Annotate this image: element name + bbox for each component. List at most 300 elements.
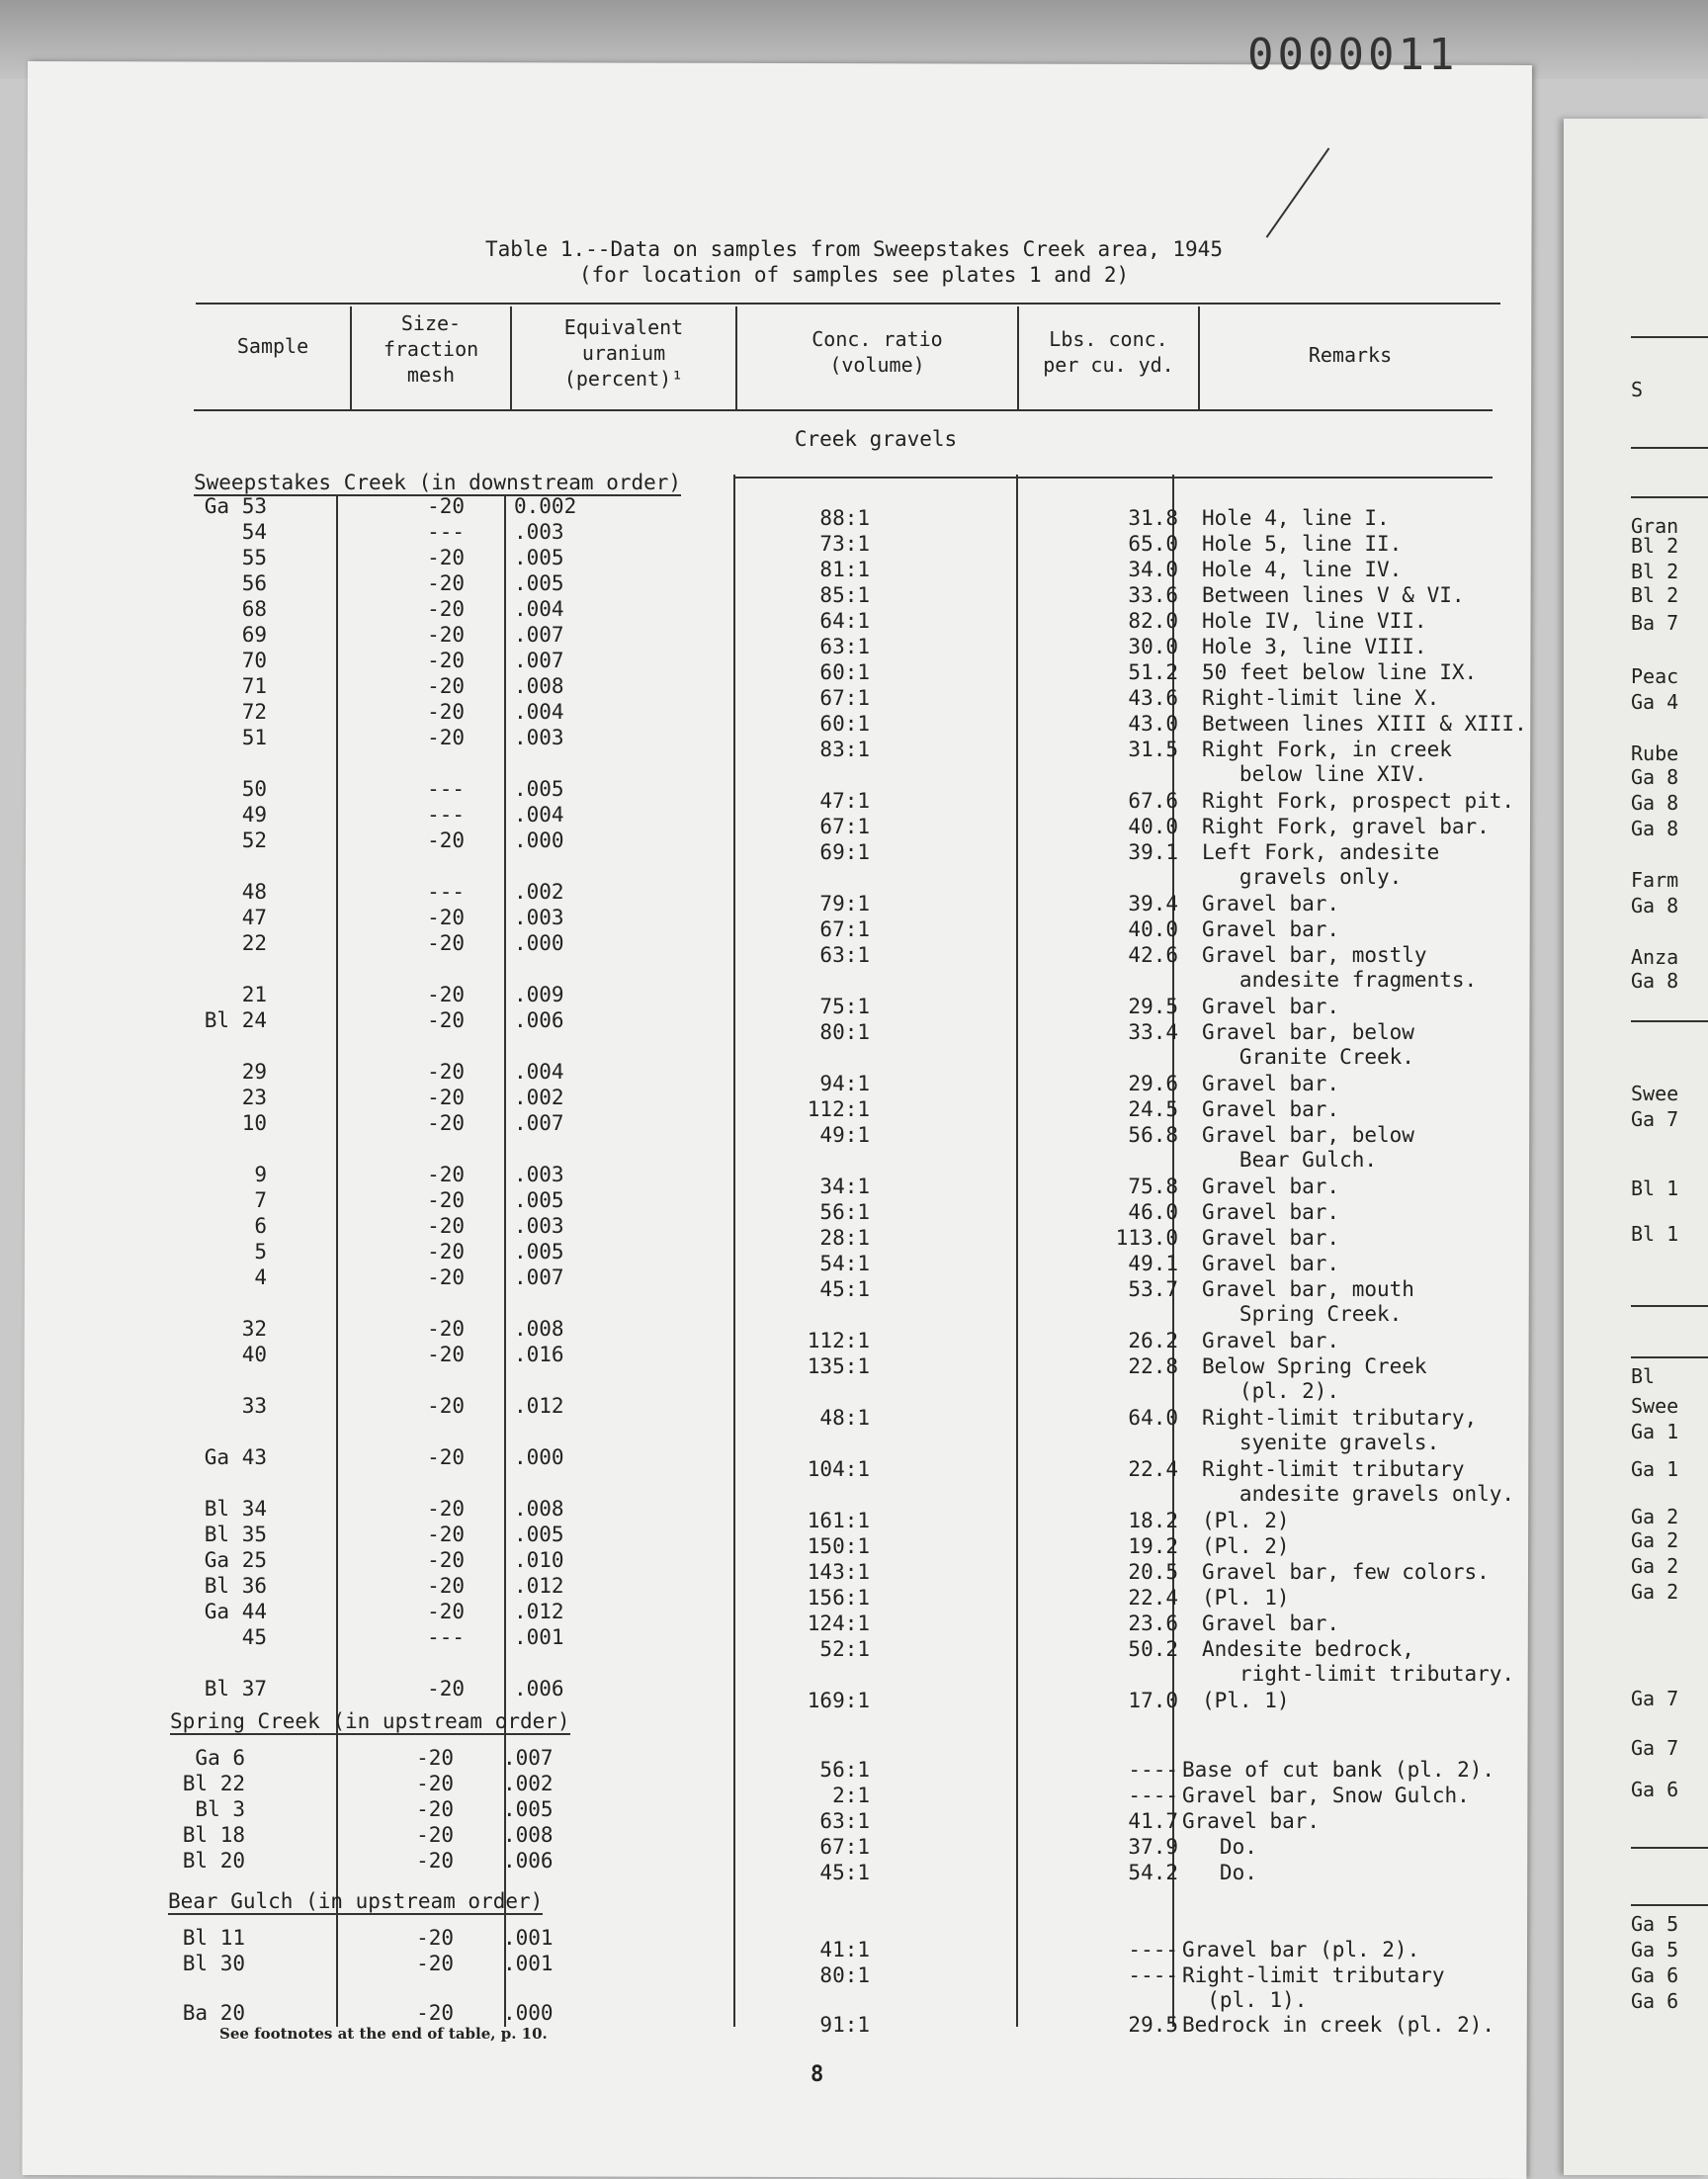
cell-conc-ratio: 2:1	[832, 1784, 870, 1807]
cell-lbs-conc: 33.6	[1128, 583, 1178, 607]
cell-remarks: Left Fork, andesite gravels only.	[1202, 840, 1440, 889]
section-heading-spring	[170, 1709, 570, 1733]
cell-remarks: Bedrock in creek (pl. 2).	[1182, 2013, 1495, 2037]
cell-sample: Ga 53	[204, 494, 267, 518]
adjacent-page-fragment: Bl 2	[1631, 560, 1679, 583]
cell-mesh: -20	[427, 1188, 465, 1212]
cell-sample: 51	[241, 726, 267, 749]
cell-mesh: -20	[416, 1797, 454, 1821]
cell-conc-ratio: 81:1	[819, 558, 870, 581]
cell-mesh: -20	[427, 1548, 465, 1572]
cell-conc-ratio: 28:1	[819, 1226, 870, 1250]
document-number: 0000011	[1247, 30, 1459, 80]
cell-sample: 56	[241, 571, 267, 595]
col-header-conc	[737, 326, 1017, 378]
cell-conc-ratio: 63:1	[819, 635, 870, 658]
cell-uranium: .012	[514, 1574, 564, 1598]
cell-conc-ratio: 45:1	[819, 1277, 870, 1301]
cell-mesh: -20	[427, 1394, 465, 1418]
cell-mesh: -20	[427, 623, 465, 647]
cell-lbs-conc: 56.8	[1128, 1123, 1178, 1147]
cell-mesh: -20	[416, 1823, 454, 1847]
cell-conc-ratio: 104:1	[807, 1457, 870, 1481]
cell-mesh: ---	[427, 880, 465, 904]
cell-remarks: Do.	[1182, 1861, 1257, 1884]
cell-remarks: Right-limit tributary andesite gravels only.	[1202, 1457, 1515, 1506]
col-header-uranium-l3: (percent)¹	[563, 367, 684, 391]
cell-remarks: Right Fork, gravel bar.	[1202, 815, 1490, 838]
cell-mesh: ---	[427, 520, 465, 544]
cell-uranium: .005	[514, 777, 564, 801]
adjacent-page-rule	[1631, 1356, 1708, 1358]
cell-sample: Bl 34	[204, 1497, 267, 1521]
adjacent-page-fragment: Bl 1	[1631, 1177, 1679, 1200]
cell-uranium: .008	[503, 1823, 554, 1847]
adjacent-page-fragment: Bl 2	[1631, 534, 1679, 558]
cell-conc-ratio: 60:1	[819, 712, 870, 736]
cell-sample: 68	[241, 597, 267, 621]
cell-sample: 33	[241, 1394, 267, 1418]
cell-sample: 10	[241, 1111, 267, 1135]
cell-remarks: Gravel bar.	[1202, 917, 1340, 941]
cell-mesh: -20	[427, 1265, 465, 1289]
cell-mesh: -20	[427, 546, 465, 569]
cell-mesh: -20	[427, 1445, 465, 1469]
cell-mesh: -20	[416, 1926, 454, 1950]
adjacent-page-fragment: Ga 8	[1631, 894, 1679, 917]
adjacent-page-rule	[1631, 1020, 1708, 1022]
cell-conc-ratio: 54:1	[819, 1252, 870, 1275]
cell-remarks: (Pl. 2)	[1202, 1509, 1290, 1532]
cell-lbs-conc: 19.2	[1128, 1534, 1178, 1558]
cell-remarks: Gravel bar.	[1202, 1252, 1340, 1275]
col-header-uranium-l2: uranium	[581, 341, 666, 365]
cell-conc-ratio: 41:1	[819, 1938, 870, 1961]
cell-uranium: 0.002	[514, 494, 577, 518]
cell-remarks: Below Spring Creek (pl. 2).	[1202, 1354, 1427, 1403]
section-heading-sweepstakes	[194, 471, 681, 494]
cell-uranium: .003	[514, 726, 564, 749]
cell-mesh: -20	[427, 1317, 465, 1341]
cell-sample: Ga 44	[204, 1600, 267, 1623]
cell-conc-ratio: 60:1	[819, 660, 870, 684]
cell-lbs-conc: 29.5	[1128, 995, 1178, 1018]
cell-remarks: Right Fork, in creek below line XIV.	[1202, 738, 1452, 786]
cell-conc-ratio: 63:1	[819, 943, 870, 967]
cell-lbs-conc: 29.5	[1128, 2013, 1178, 2037]
cell-remarks: 50 feet below line IX.	[1202, 660, 1478, 684]
adjacent-page-rule	[1631, 496, 1708, 498]
cell-remarks: (Pl. 1)	[1202, 1689, 1290, 1712]
cell-sample: 47	[241, 906, 267, 929]
cell-sample: 70	[241, 649, 267, 672]
cell-sample: Bl 35	[204, 1523, 267, 1546]
cell-lbs-conc: 24.5	[1128, 1097, 1178, 1121]
cell-mesh: -20	[427, 828, 465, 852]
cell-mesh: -20	[427, 983, 465, 1006]
cell-uranium: .004	[514, 597, 564, 621]
cell-uranium: .000	[514, 1445, 564, 1469]
cell-conc-ratio: 56:1	[819, 1758, 870, 1782]
adjacent-page-fragment: Farm	[1631, 868, 1679, 892]
cell-uranium: .000	[514, 828, 564, 852]
cell-remarks: Base of cut bank (pl. 2).	[1182, 1758, 1495, 1782]
cell-lbs-conc: 82.0	[1128, 609, 1178, 633]
cell-sample: 71	[241, 674, 267, 698]
col-header-sample: Sample	[236, 334, 309, 358]
cell-sample: Ga 6	[195, 1746, 245, 1770]
cell-sample: Bl 11	[182, 1926, 245, 1950]
adjacent-page-fragment: Ga 1	[1631, 1420, 1679, 1443]
cell-sample: 9	[254, 1163, 267, 1186]
body-col-line	[733, 475, 735, 2027]
cell-conc-ratio: 47:1	[819, 789, 870, 813]
adjacent-page-fragment: Ga 8	[1631, 765, 1679, 789]
cell-conc-ratio: 73:1	[819, 532, 870, 556]
adjacent-page-fragment: Bl	[1631, 1364, 1656, 1388]
cell-uranium: .003	[514, 1214, 564, 1238]
col-header-size-l3: mesh	[406, 363, 456, 387]
cell-sample: Bl 22	[182, 1772, 245, 1795]
cell-sample: 55	[241, 546, 267, 569]
cell-mesh: ---	[427, 803, 465, 827]
cell-uranium: .005	[514, 571, 564, 595]
cell-conc-ratio: 150:1	[807, 1534, 870, 1558]
adjacent-page-fragment: Rube	[1631, 741, 1679, 765]
adjacent-page-fragment: Bl 1	[1631, 1222, 1679, 1246]
cell-conc-ratio: 63:1	[819, 1809, 870, 1833]
cell-sample: 48	[241, 880, 267, 904]
cell-uranium: .005	[514, 1523, 564, 1546]
cell-conc-ratio: 169:1	[807, 1689, 870, 1712]
cell-uranium: .004	[514, 700, 564, 724]
footnote: See footnotes at the end of table, p. 10.	[219, 2025, 548, 2043]
cell-uranium: .003	[514, 1163, 564, 1186]
cell-lbs-conc: 40.0	[1128, 917, 1178, 941]
cell-mesh: -20	[427, 1574, 465, 1598]
cell-mesh: -20	[427, 1677, 465, 1700]
cell-sample: Ga 43	[204, 1445, 267, 1469]
adjacent-page-edge	[1564, 119, 1708, 2175]
cell-conc-ratio: 83:1	[819, 738, 870, 761]
cell-uranium: .012	[514, 1394, 564, 1418]
cell-sample: 54	[241, 520, 267, 544]
adjacent-page-fragment: S	[1631, 378, 1644, 401]
header-top-rule	[196, 303, 1500, 305]
cell-uranium: .007	[514, 1111, 564, 1135]
cell-lbs-conc: ----	[1128, 1758, 1178, 1782]
adjacent-page-fragment: Peac	[1631, 664, 1679, 688]
cell-lbs-conc: 18.2	[1128, 1509, 1178, 1532]
cell-lbs-conc: 41.7	[1128, 1809, 1178, 1833]
cell-remarks: Gravel bar, below Bear Gulch.	[1202, 1123, 1414, 1172]
cell-sample: Bl 20	[182, 1849, 245, 1873]
cell-lbs-conc: 30.0	[1128, 635, 1178, 658]
cell-remarks: Right-limit line X.	[1202, 686, 1440, 710]
adjacent-page-fragment: Ga 6	[1631, 1778, 1679, 1801]
cell-uranium: .008	[514, 1497, 564, 1521]
cell-remarks: Right-limit tributary (pl. 1).	[1182, 1963, 1445, 2012]
cell-remarks: (Pl. 1)	[1202, 1586, 1290, 1610]
adjacent-page-rule	[1631, 1305, 1708, 1307]
cell-mesh: -20	[427, 649, 465, 672]
cell-lbs-conc: 22.4	[1128, 1586, 1178, 1610]
adjacent-page-fragment: Swee	[1631, 1082, 1679, 1105]
header-bottom-rule	[194, 409, 1493, 411]
cell-uranium: .007	[514, 1265, 564, 1289]
col-header-uranium	[512, 314, 735, 392]
cell-uranium: .007	[514, 649, 564, 672]
cell-remarks: Gravel bar, mouth Spring Creek.	[1202, 1277, 1414, 1326]
adjacent-page-fragment: Ga 8	[1631, 791, 1679, 815]
cell-conc-ratio: 161:1	[807, 1509, 870, 1532]
section-heading-bear	[168, 1889, 543, 1913]
col-header-size-l2: fraction	[383, 337, 479, 361]
subheading-rule	[733, 477, 1493, 479]
adjacent-page-fragment: Ga 8	[1631, 817, 1679, 840]
section-heading-bear-text: Bear Gulch (in upstream order)	[168, 1889, 544, 1913]
cell-sample: 22	[241, 931, 267, 955]
cell-lbs-conc: ----	[1128, 1784, 1178, 1807]
cell-remarks: Gravel bar.	[1202, 995, 1340, 1018]
cell-mesh: -20	[427, 931, 465, 955]
col-header-lbs-l2: per cu. yd.	[1043, 353, 1174, 377]
cell-remarks: Between lines V & VI.	[1202, 583, 1465, 607]
cell-mesh: -20	[416, 1772, 454, 1795]
cell-remarks: Right Fork, prospect pit.	[1202, 789, 1515, 813]
cell-mesh: -20	[416, 1849, 454, 1873]
adjacent-page-fragment: Ga 7	[1631, 1687, 1679, 1710]
cell-uranium: .004	[514, 803, 564, 827]
table-title-line2: (for location of samples see plates 1 and 2)	[578, 263, 1130, 287]
adjacent-page-fragment: Bl 2	[1631, 583, 1679, 607]
cell-sample: 50	[241, 777, 267, 801]
adjacent-page-rule	[1631, 336, 1708, 338]
cell-lbs-conc: 20.5	[1128, 1560, 1178, 1584]
cell-mesh: -20	[416, 1746, 454, 1770]
cell-mesh: -20	[427, 1600, 465, 1623]
cell-mesh: -20	[427, 1008, 465, 1032]
cell-remarks: Gravel bar.	[1202, 1072, 1340, 1095]
cell-remarks: (Pl. 2)	[1202, 1534, 1290, 1558]
adjacent-page-rule	[1631, 447, 1708, 449]
cell-conc-ratio: 135:1	[807, 1354, 870, 1378]
cell-uranium: .001	[503, 1952, 554, 1975]
cell-lbs-conc: 22.8	[1128, 1354, 1178, 1378]
cell-mesh: -20	[416, 2001, 454, 2025]
cell-conc-ratio: 67:1	[819, 1835, 870, 1859]
cell-mesh: -20	[427, 597, 465, 621]
cell-lbs-conc: 53.7	[1128, 1277, 1178, 1301]
body-col-line	[1016, 475, 1018, 2027]
cell-conc-ratio: 67:1	[819, 686, 870, 710]
cell-uranium: .006	[514, 1677, 564, 1700]
cell-sample: Bl 3	[195, 1797, 245, 1821]
cell-uranium: .002	[514, 880, 564, 904]
cell-conc-ratio: 143:1	[807, 1560, 870, 1584]
adjacent-page-fragment: Ga 7	[1631, 1736, 1679, 1760]
cell-mesh: ---	[427, 1625, 465, 1649]
col-header-size	[352, 310, 510, 388]
cell-uranium: .000	[514, 931, 564, 955]
cell-mesh: ---	[427, 777, 465, 801]
cell-remarks: Gravel bar.	[1202, 1329, 1340, 1352]
adjacent-page-fragment: Ga 1	[1631, 1457, 1679, 1481]
cell-remarks: Gravel bar.	[1202, 1097, 1340, 1121]
cell-remarks: Hole 3, line VIII.	[1202, 635, 1427, 658]
cell-uranium: .008	[514, 1317, 564, 1341]
cell-conc-ratio: 88:1	[819, 506, 870, 530]
cell-sample: 49	[241, 803, 267, 827]
cell-sample: 72	[241, 700, 267, 724]
cell-uranium: .009	[514, 983, 564, 1006]
cell-sample: 29	[241, 1060, 267, 1084]
cell-conc-ratio: 80:1	[819, 1963, 870, 1987]
adjacent-page-fragment: Ga 2	[1631, 1580, 1679, 1604]
cell-lbs-conc: 67.6	[1128, 789, 1178, 813]
cell-lbs-conc: ----	[1128, 1963, 1178, 1987]
cell-mesh: -20	[427, 674, 465, 698]
cell-remarks: Hole 5, line II.	[1202, 532, 1403, 556]
cell-conc-ratio: 64:1	[819, 609, 870, 633]
cell-mesh: -20	[427, 1497, 465, 1521]
cell-sample: 5	[254, 1240, 267, 1264]
cell-conc-ratio: 79:1	[819, 892, 870, 915]
cell-sample: Bl 36	[204, 1574, 267, 1598]
cell-remarks: Gravel bar, mostly andesite fragments.	[1202, 943, 1478, 992]
cell-conc-ratio: 94:1	[819, 1072, 870, 1095]
cell-mesh: -20	[427, 906, 465, 929]
adjacent-page-fragment: Ba 7	[1631, 611, 1679, 635]
cell-lbs-conc: 26.2	[1128, 1329, 1178, 1352]
adjacent-page-fragment: Ga 8	[1631, 969, 1679, 993]
section-heading-spring-text: Spring Creek (in upstream order)	[170, 1709, 570, 1733]
adjacent-page-fragment: Ga 2	[1631, 1505, 1679, 1528]
cell-sample: 32	[241, 1317, 267, 1341]
cell-mesh: -20	[427, 1240, 465, 1264]
cell-lbs-conc: 39.1	[1128, 840, 1178, 864]
adjacent-page-fragment: Anza	[1631, 945, 1679, 969]
cell-lbs-conc: 75.8	[1128, 1175, 1178, 1198]
cell-mesh: -20	[427, 726, 465, 749]
cell-remarks: Gravel bar.	[1202, 1200, 1340, 1224]
cell-lbs-conc: ----	[1128, 1938, 1178, 1961]
cell-remarks: Gravel bar, below Granite Creek.	[1202, 1020, 1414, 1069]
cell-lbs-conc: 39.4	[1128, 892, 1178, 915]
cell-conc-ratio: 124:1	[807, 1612, 870, 1635]
adjacent-page-rule	[1631, 1904, 1708, 1906]
cell-mesh: -20	[427, 1343, 465, 1366]
cell-remarks: Gravel bar.	[1202, 1612, 1340, 1635]
cell-sample: 52	[241, 828, 267, 852]
cell-conc-ratio: 48:1	[819, 1406, 870, 1430]
adjacent-page-fragment: Gran	[1631, 514, 1679, 538]
cell-conc-ratio: 91:1	[819, 2013, 870, 2037]
cell-uranium: .003	[514, 520, 564, 544]
cell-remarks: Gravel bar.	[1202, 1226, 1340, 1250]
cell-conc-ratio: 67:1	[819, 917, 870, 941]
cell-conc-ratio: 112:1	[807, 1329, 870, 1352]
cell-mesh: -20	[427, 700, 465, 724]
cell-conc-ratio: 52:1	[819, 1637, 870, 1661]
cell-mesh: -20	[427, 1214, 465, 1238]
cell-mesh: -20	[427, 1523, 465, 1546]
cell-uranium: .005	[514, 1240, 564, 1264]
cell-conc-ratio: 80:1	[819, 1020, 870, 1044]
cell-remarks: Gravel bar, Snow Gulch.	[1182, 1784, 1470, 1807]
adjacent-page-fragment: Ga 2	[1631, 1554, 1679, 1578]
col-header-size-l1: Size-	[400, 311, 462, 335]
cell-conc-ratio: 34:1	[819, 1175, 870, 1198]
cell-conc-ratio: 49:1	[819, 1123, 870, 1147]
cell-sample: Bl 30	[182, 1952, 245, 1975]
adjacent-page-rule	[1631, 1847, 1708, 1849]
adjacent-page-fragment: Ga 4	[1631, 690, 1679, 714]
cell-remarks: Do.	[1182, 1835, 1257, 1859]
cell-lbs-conc: 46.0	[1128, 1200, 1178, 1224]
cell-uranium: .004	[514, 1060, 564, 1084]
cell-lbs-conc: 49.1	[1128, 1252, 1178, 1275]
col-header-conc-l1: Conc. ratio	[811, 327, 943, 351]
cell-lbs-conc: 54.2	[1128, 1861, 1178, 1884]
cell-sample: Bl 24	[204, 1008, 267, 1032]
cell-sample: Bl 37	[204, 1677, 267, 1700]
section-heading-sweepstakes-text: Sweepstakes Creek (in downstream order)	[194, 471, 682, 494]
col-header-uranium-l1: Equivalent	[563, 315, 684, 339]
col-header-lbs	[1019, 326, 1198, 378]
cell-conc-ratio: 56:1	[819, 1200, 870, 1224]
cell-lbs-conc: 50.2	[1128, 1637, 1178, 1661]
cell-uranium: .016	[514, 1343, 564, 1366]
adjacent-page-fragment: Ga 6	[1631, 1963, 1679, 1987]
cell-conc-ratio: 45:1	[819, 1861, 870, 1884]
cell-lbs-conc: 43.6	[1128, 686, 1178, 710]
cell-remarks: Gravel bar.	[1182, 1809, 1321, 1833]
cell-remarks: Right-limit tributary, syenite gravels.	[1202, 1406, 1478, 1454]
cell-sample: 21	[241, 983, 267, 1006]
cell-lbs-conc: 43.0	[1128, 712, 1178, 736]
adjacent-page-fragment: Ga 5	[1631, 1938, 1679, 1961]
adjacent-page-fragment: Ga 7	[1631, 1107, 1679, 1131]
cell-sample: Bl 18	[182, 1823, 245, 1847]
body-col-line	[336, 494, 338, 2027]
cell-sample: 40	[241, 1343, 267, 1366]
subheading-creek-gravels: Creek gravels	[794, 427, 958, 451]
cell-remarks: Gravel bar.	[1202, 892, 1340, 915]
cell-uranium: .003	[514, 906, 564, 929]
cell-uranium: .002	[514, 1086, 564, 1109]
cell-remarks: Andesite bedrock, right-limit tributary.	[1202, 1637, 1515, 1686]
cell-mesh: -20	[427, 1060, 465, 1084]
cell-conc-ratio: 75:1	[819, 995, 870, 1018]
cell-conc-ratio: 67:1	[819, 815, 870, 838]
cell-sample: 7	[254, 1188, 267, 1212]
cell-lbs-conc: 33.4	[1128, 1020, 1178, 1044]
cell-mesh: -20	[427, 571, 465, 595]
cell-uranium: .002	[503, 1772, 554, 1795]
cell-sample: Ga 25	[204, 1548, 267, 1572]
cell-uranium: .005	[514, 546, 564, 569]
page-number: 8	[811, 2062, 824, 2087]
cell-uranium: .007	[503, 1746, 554, 1770]
cell-sample: 6	[254, 1214, 267, 1238]
cell-remarks: Hole IV, line VII.	[1202, 609, 1427, 633]
cell-conc-ratio: 112:1	[807, 1097, 870, 1121]
cell-remarks: Between lines XIII & XIII.	[1202, 712, 1527, 736]
cell-conc-ratio: 69:1	[819, 840, 870, 864]
cell-uranium: .008	[514, 674, 564, 698]
cell-lbs-conc: 37.9	[1128, 1835, 1178, 1859]
